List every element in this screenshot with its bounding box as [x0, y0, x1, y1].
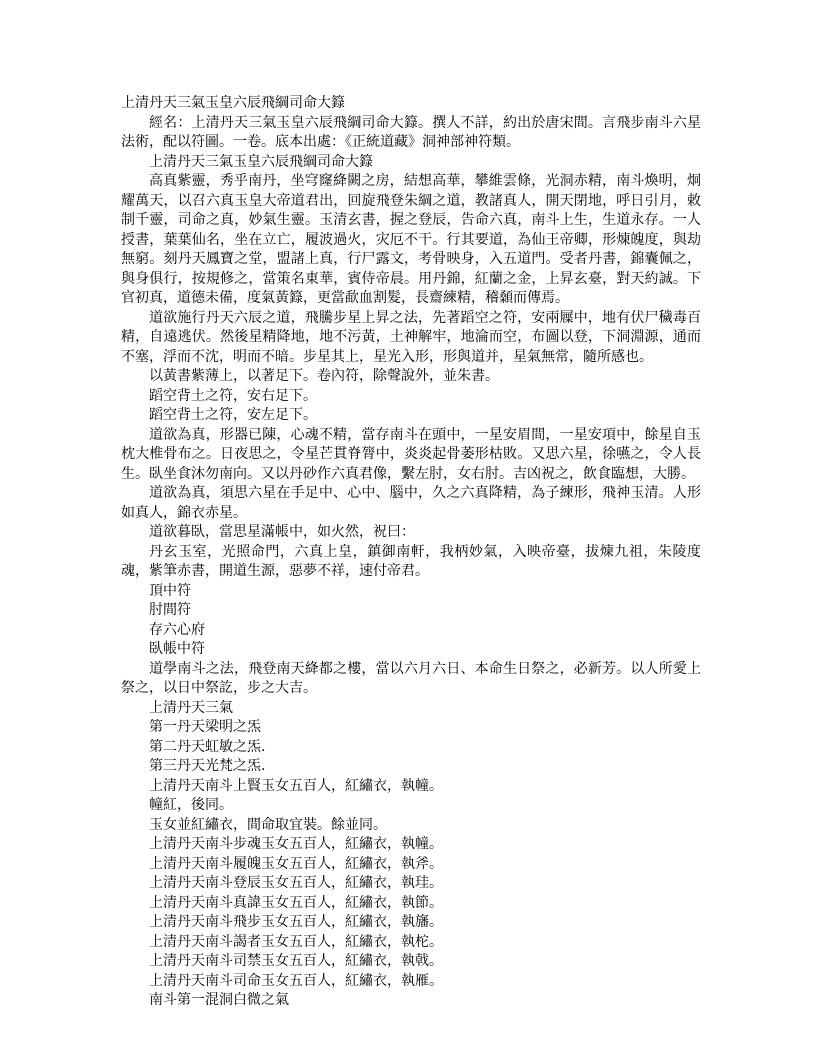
- paragraph: 蹈空背土之符，安左足下。: [149, 407, 317, 423]
- document-title: 上清丹天三氣玉皇六辰飛綱司命大籙: [121, 95, 345, 111]
- document-body: [121, 114, 701, 1011]
- paragraph: 以黃書紫薄上，以著足下。卷內符，除聲說外，並朱書。: [149, 368, 499, 384]
- paragraph: 道欲為真，須思六星在手足中、心中、腦中，久之六真降精，為子練形，飛神玉清。人形如真人，錦衣赤星。: [121, 485, 701, 521]
- paragraph: 蹈空背土之符，安右足下。: [149, 387, 317, 404]
- paragraph: 上清丹天南斗上賢玉女五百人，紅繡衣，執幢。: [149, 777, 443, 794]
- paragraph: 上清丹天南斗謁者玉女五百人，紅繡衣，執柁。: [149, 933, 443, 950]
- paragraph: 高真紫靈，秀乎南丹，坐穹窿絳闕之房，結想高華，攀維雲條，光洞赤精，南斗煥明，炯耀萬天，以召六真玉皇大帝道君出，回旋飛登朱綱之道，教諸真人，開天閉地，呼日引月，敕制千靈，司命之真，妙氣生靈。玉清玄書，握之登辰，告命六真，南斗上生，生道永存。一人授書，葉葉仙名，坐在立亡，履波過火，灾厄不干。行其要道，為仙王帝卿，形煉魄度，與劫無窮。刻丹天鳳寶之堂，盟諸上真，行尸露文，考骨映身，入五道門。受者丹書，錦囊佩之，與身俱行，按規修之，當策名東華，賓侍帝晨。用丹錦，紅蘭之金，上昇玄臺，對天約誠。下官初真，道德未備，度氣黃籙，更當歃血割髮，長齋練精，稽顙而傳焉。: [121, 173, 701, 306]
- paragraph: 道欲為真，形器已陳，心魂不精，當存南斗在頭中，一星安眉間，一星安項中，餘星自玉枕大椎骨布之。日夜思之，令星芒貫脊膂中，炎炎起骨萎形枯敗。又思六星，徐嚥之，令人長生。臥坐食沐勿南向。又以丹砂作六真君像，繫左肘，女右肘。吉凶祝之，飲食臨想，大勝。: [121, 426, 701, 482]
- paragraph: 存六心府: [149, 621, 205, 638]
- paragraph: 幢紅，後同。: [149, 797, 233, 813]
- paragraph: 上清丹天南斗司命玉女五百人，紅繡衣，執雁。: [149, 972, 443, 989]
- paragraph: 道欲暮臥，當思星滿帳中，如火然，祝曰：: [149, 524, 415, 540]
- paragraph: 上清丹天南斗履魄玉女五百人，紅繡衣，執斧。: [149, 855, 443, 872]
- paragraph: 上清丹天南斗真諱玉女五百人，紅繡衣，執節。: [149, 894, 443, 911]
- paragraph: 臥帳中符: [149, 641, 205, 657]
- paragraph: 第一丹天梁明之炁: [149, 719, 261, 735]
- paragraph: 道學南斗之法，飛登南天絳都之樓，當以六月六日、本命生日祭之，必新芳。以人所愛上祭之，以日中祭訖，步之大吉。: [121, 660, 701, 696]
- paragraph: 上清丹天三氣: [149, 699, 233, 716]
- paragraph: 上清丹天南斗步魂玉女五百人，紅繡衣，執幢。: [149, 836, 443, 852]
- paragraph: 上清丹天南斗飛步玉女五百人，紅繡衣，執旛。: [149, 914, 443, 930]
- paragraph: 上清丹天南斗登辰玉女五百人，紅繡衣，執珪。: [149, 875, 443, 891]
- paragraph: 頂中符: [149, 582, 191, 599]
- paragraph: 肘間符: [149, 602, 191, 618]
- paragraph: 丹玄玉室，光照命門，六真上皇，鎮御南軒，我柄妙氣，入映帝臺，拔煉九祖，朱陵度魂，紫筆赤書，開道生源，惡夢不祥，速付帝君。: [121, 543, 701, 579]
- paragraph: 第二丹天虹敏之炁.: [149, 738, 266, 755]
- paragraph: 道欲施行丹天六辰之道，飛騰步星上昇之法，先著蹈空之符，安兩屧中，地有伏尸穢毒百精，自遠逃伏。然後星精降地，地不污黃，土神解牢，地淪而空，布圖以登，下洞淵源，通而不塞，浮而不沈，明而不暗。步星其上，星光入形，形與道并，星氣無常，隨所感也。: [121, 309, 701, 365]
- paragraph: 玉女並紅繡衣，間命取宜裝。餘並同。: [149, 816, 387, 833]
- paragraph: 上清丹天三氣玉皇六辰飛綱司命大籙: [149, 153, 373, 170]
- paragraph: 經名：上清丹天三氣玉皇六辰飛綱司命大籙。撰人不詳，約出於唐宋間。言飛步南斗六星法術，配以符圖。一卷。底本出處：《正統道藏》洞神部神符類。: [121, 114, 701, 150]
- paragraph: 上清丹天南斗司禁玉女五百人，紅繡衣，執戟。: [149, 953, 443, 969]
- document-page: [121, 94, 701, 1011]
- paragraph: 第三丹天光梵之炁.: [149, 758, 266, 774]
- paragraph: 南斗第一混洞白微之氣: [149, 992, 289, 1008]
